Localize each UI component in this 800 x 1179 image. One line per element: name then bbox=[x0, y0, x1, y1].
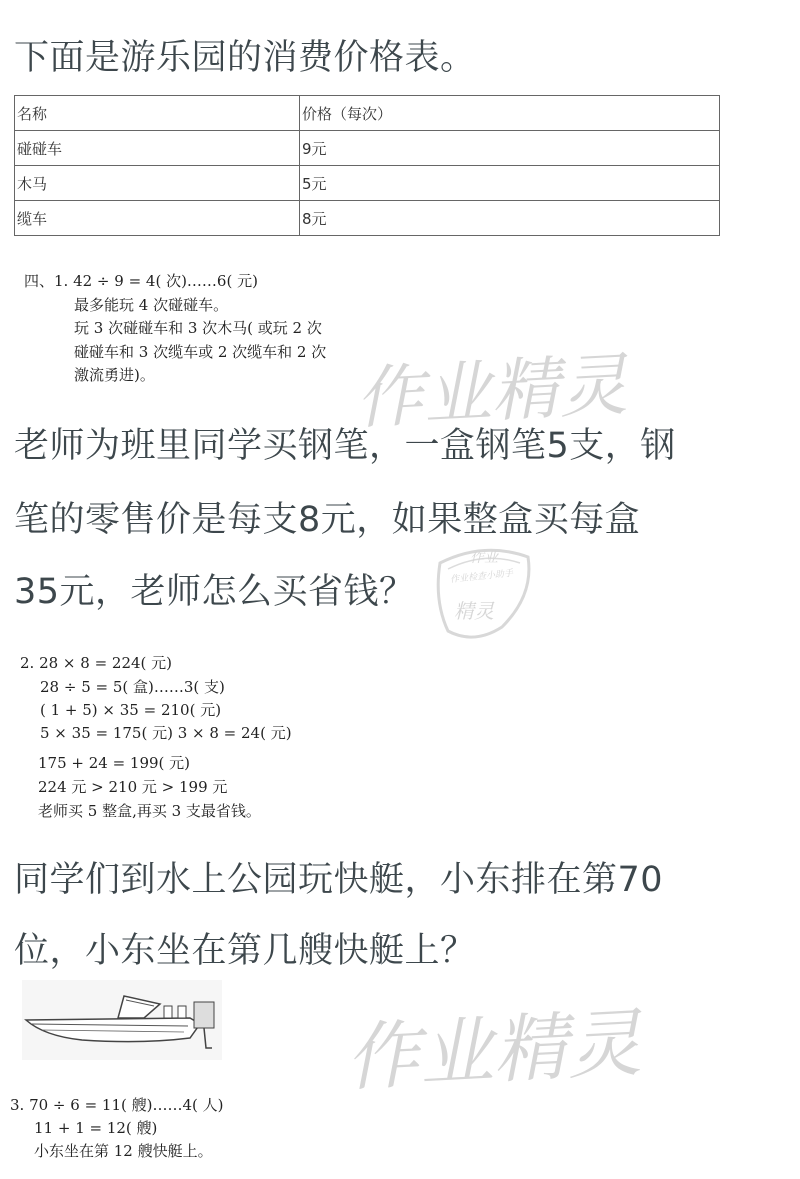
answer-2-line: ( 1 + 5) × 35 = 210( 元) bbox=[40, 701, 222, 719]
answer-2-line: 5 × 35 = 175( 元) 3 × 8 = 24( 元) bbox=[40, 724, 292, 742]
watermark-text: 作业精灵 bbox=[353, 345, 630, 440]
answer-1-line: 最多能玩 4 次碰碰车。 bbox=[74, 296, 229, 314]
stamp-top-text: 作业 bbox=[470, 550, 498, 566]
answer-2-line: 224 元 > 210 元 > 199 元 bbox=[38, 778, 228, 796]
answer-3-line: 3. 70 ÷ 6 = 11( 艘)……4( 人) bbox=[10, 1096, 224, 1114]
answer-3-line: 小东坐在第 12 艘快艇上。 bbox=[34, 1142, 213, 1160]
table-cell: 缆车 bbox=[15, 201, 300, 236]
table-cell: 9元 bbox=[300, 131, 720, 166]
price-table bbox=[14, 95, 720, 236]
answer-1-line: 四、1. 42 ÷ 9 = 4( 次)……6( 元) bbox=[24, 272, 258, 290]
speedboat-illustration bbox=[22, 980, 222, 1060]
answer-2-line: 28 ÷ 5 = 5( 盒)……3( 支) bbox=[40, 678, 225, 696]
answer-3-line: 11 + 1 = 12( 艘) bbox=[34, 1119, 158, 1137]
table-row bbox=[15, 131, 720, 166]
stamp-middle-text: 作业检查小助手 bbox=[449, 568, 514, 586]
table-row bbox=[15, 201, 720, 236]
answer-1-line: 激流勇进)。 bbox=[74, 366, 155, 384]
table-row bbox=[15, 166, 720, 201]
table-cell: 8元 bbox=[300, 201, 720, 236]
table-cell: 5元 bbox=[300, 166, 720, 201]
table-header-cell: 价格（每次） bbox=[300, 96, 720, 131]
table-header-cell: 名称 bbox=[15, 96, 300, 131]
answer-1-line: 碰碰车和 3 次缆车或 2 次缆车和 2 次 bbox=[74, 343, 327, 361]
answer-2-line: 2. 28 × 8 = 224( 元) bbox=[20, 654, 173, 672]
question-2-heading-line: 35元，老师怎么买省钱？ bbox=[14, 572, 415, 612]
question-3-heading-line: 位，小东坐在第几艘快艇上？ bbox=[14, 931, 476, 971]
stamp-bottom-text: 精灵 bbox=[454, 599, 494, 623]
question-3-heading-line: 同学们到水上公园玩快艇，小东排在第70 bbox=[14, 860, 664, 900]
watermark-text: 作业精灵 bbox=[343, 1000, 644, 1102]
table-cell: 木马 bbox=[15, 166, 300, 201]
watermark-stamp bbox=[430, 535, 538, 647]
question-1-heading: 下面是游乐园的消费价格表。 bbox=[14, 38, 476, 78]
table-cell: 碰碰车 bbox=[15, 131, 300, 166]
table-header-row bbox=[15, 96, 720, 131]
answer-2-line: 老师买 5 整盒,再买 3 支最省钱。 bbox=[38, 802, 261, 820]
question-2-heading-line: 笔的零售价是每支8元，如果整盒买每盒 bbox=[14, 500, 641, 540]
answer-1-line: 玩 3 次碰碰车和 3 次木马( 或玩 2 次 bbox=[74, 319, 322, 337]
answer-2-line: 175 + 24 = 199( 元) bbox=[38, 754, 191, 772]
speedboat-icon bbox=[22, 980, 222, 1060]
question-2-heading-line: 老师为班里同学买钢笔，一盒钢笔5支，钢 bbox=[14, 426, 676, 466]
